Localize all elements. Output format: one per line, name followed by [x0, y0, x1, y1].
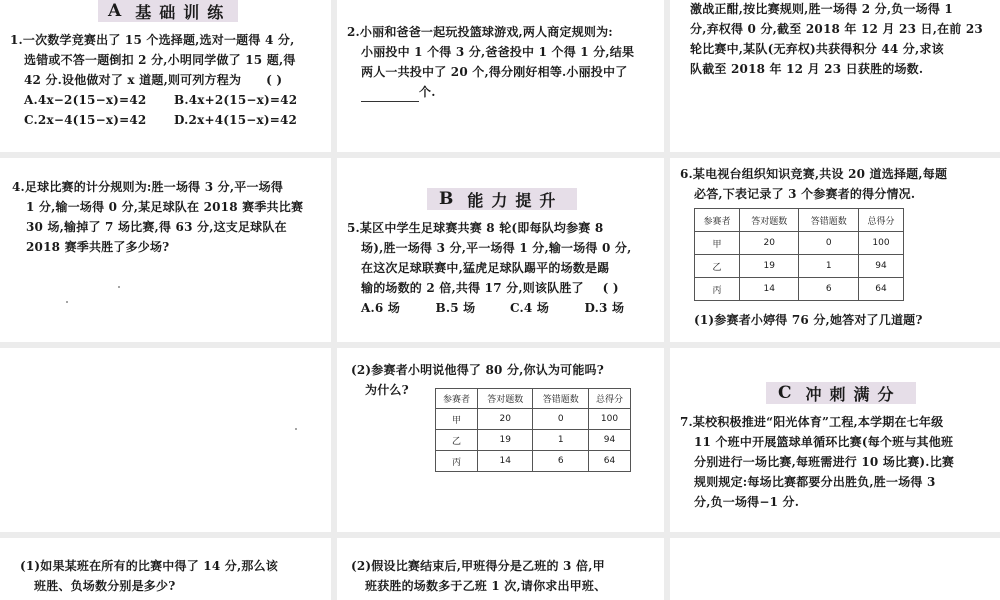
q2-line: 2.小丽和爸爸一起玩投篮球游戏,两人商定规则为: [347, 25, 613, 39]
table-cell: 14 [478, 451, 533, 472]
option-b: B.5 场 [435, 301, 476, 315]
q2-line: 两人一共投中了 20 个,得分刚好相等.小丽投中了 [361, 65, 628, 79]
option-a: A.4x−2(15−x)=42 [24, 93, 147, 107]
q7a-line: 班胜、负场数分别是多少? [34, 579, 176, 593]
option-d: D.3 场 [584, 301, 625, 315]
q7a-line: (1)如果某班在所有的比赛中得了 14 分,那么该 [20, 559, 278, 573]
panel-q3 [670, 0, 1000, 152]
q7-line: 分,负一场得−1 分. [694, 495, 800, 509]
question-3 [690, 0, 996, 79]
panel-q6b [337, 348, 664, 532]
q1-line: 选错或不答一题倒扣 2 分,小明同学做了 15 题,得 [24, 53, 296, 67]
q7-line: 规则规定:每场比赛都要分出胜负,胜一场得 3 [694, 475, 936, 489]
table-cell: 乙 [436, 430, 478, 451]
section-title: 冲刺满分 [805, 384, 902, 404]
question-7-part-1 [20, 556, 326, 596]
table-cell: 6 [533, 451, 588, 472]
section-letter: A [108, 1, 122, 21]
q7b-line: (2)假设比赛结束后,甲班得分是乙班的 3 倍,甲 [351, 559, 605, 573]
question-6-part-1: (1)参赛者小婷得 76 分,她答对了几道题? [694, 313, 923, 327]
table-cell: 0 [799, 232, 858, 255]
table-cell: 1 [533, 430, 588, 451]
panel-q7 [670, 348, 1000, 532]
option-b: B.4x+2(15−x)=42 [174, 93, 298, 107]
option-a: A.6 场 [361, 301, 401, 315]
score-table [694, 208, 904, 301]
table-cell: 20 [478, 409, 533, 430]
panel-q4 [0, 158, 331, 342]
table-cell: 6 [799, 278, 858, 301]
question-2 [347, 22, 659, 102]
section-header-a [98, 0, 238, 22]
question-4 [12, 177, 328, 257]
q5-line: 输的场数的 2 倍,共得 17 分,则该队胜了 [361, 281, 584, 295]
table-header: 答错题数 [799, 209, 858, 232]
q1-line: 42 分.设他做对了 x 道题,则可列方程为 [24, 73, 242, 87]
panel-q7a [0, 538, 331, 600]
question-1 [10, 30, 328, 130]
q7-line: 分别进行一场比赛,每班需进行 10 场比赛).比赛 [694, 455, 955, 469]
q6b-line: 为什么? [365, 383, 409, 397]
table-row [695, 232, 904, 255]
panel-q1 [0, 0, 331, 152]
table-header: 参赛者 [436, 389, 478, 409]
q4-line: 2018 赛季共胜了多少场? [26, 240, 170, 254]
section-letter: B [439, 189, 454, 209]
table-cell: 94 [858, 255, 903, 278]
q6b-line: (2)参赛者小明说他得了 80 分,你认为可能吗? [351, 363, 604, 377]
q5-line: 场),胜一场得 3 分,平一场得 1 分,输一场得 0 分, [361, 241, 632, 255]
option-c: C.4 场 [510, 301, 550, 315]
speck [295, 428, 297, 430]
section-header-c [766, 382, 916, 404]
table-header: 参赛者 [695, 209, 740, 232]
q4-line: 30 场,输掉了 7 场比赛,得 63 分,这支足球队在 [26, 220, 287, 234]
table-row [436, 430, 631, 451]
table-cell: 甲 [695, 232, 740, 255]
q5-line: 在这次足球联赛中,猛虎足球队踢平的场数是踢 [361, 261, 610, 275]
q7-line: 11 个班中开展篮球单循环比赛(每个班与其他班 [694, 435, 954, 449]
table-cell: 甲 [436, 409, 478, 430]
table-cell: 乙 [695, 255, 740, 278]
table-header: 答对题数 [740, 209, 799, 232]
q7-line: 7.某校积极推进“阳光体育”工程,本学期在七年级 [680, 415, 944, 429]
table-cell: 19 [740, 255, 799, 278]
score-table-copy [435, 388, 631, 472]
speck [66, 301, 68, 303]
table-row [436, 451, 631, 472]
q3-line: 轮比赛中,某队(无弃权)共获得积分 44 分,求该 [690, 42, 944, 56]
table-row [436, 409, 631, 430]
table-cell: 100 [858, 232, 903, 255]
q6-line: 6.某电视台组织知识竞赛,共设 20 道选择题,每题 [680, 167, 948, 181]
table-header: 答错题数 [533, 389, 588, 409]
table-cell: 100 [588, 409, 630, 430]
option-c: C.2x−4(15−x)=42 [24, 113, 147, 127]
table-cell: 64 [588, 451, 630, 472]
table-cell: 94 [588, 430, 630, 451]
q4-line: 1 分,输一场得 0 分,某足球队在 2018 赛季共比赛 [26, 200, 304, 214]
option-d: D.2x+4(15−x)=42 [174, 113, 298, 127]
section-letter: C [778, 383, 792, 403]
table-row [695, 255, 904, 278]
q6-line: 必答,下表记录了 3 个参赛者的得分情况. [694, 187, 916, 201]
panel-q6 [670, 158, 1000, 342]
q2-tail: 个. [419, 85, 436, 99]
panel-empty [670, 538, 1000, 600]
panel-q7b [337, 538, 664, 600]
answer-paren: ( ) [266, 73, 283, 87]
table-cell: 丙 [436, 451, 478, 472]
question-7 [680, 412, 996, 512]
question-7-part-2 [351, 556, 661, 596]
table-cell: 1 [799, 255, 858, 278]
table-cell: 20 [740, 232, 799, 255]
section-title: 基础训练 [135, 2, 232, 22]
table-cell: 0 [533, 409, 588, 430]
table-row [695, 278, 904, 301]
q2-line: 小丽投中 1 个得 3 分,爸爸投中 1 个得 1 分,结果 [361, 45, 635, 59]
q5-line: 5.某区中学生足球赛共赛 8 轮(即每队均参赛 8 [347, 221, 604, 235]
q1-line: 1.一次数学竞赛出了 15 个选择题,选对一题得 4 分, [10, 33, 295, 47]
table-header: 总得分 [858, 209, 903, 232]
section-title: 能力提升 [467, 190, 564, 210]
answer-blank[interactable] [361, 87, 419, 102]
q3-line: 分,弃权得 0 分,截至 2018 年 12 月 23 日,在前 23 [690, 22, 983, 36]
speck [118, 286, 120, 288]
panel-q2 [337, 0, 664, 152]
question-5 [347, 218, 659, 318]
panel-blank [0, 348, 331, 532]
q3-line: 队截至 2018 年 12 月 23 日获胜的场数. [690, 62, 924, 76]
table-cell: 64 [858, 278, 903, 301]
panel-q5 [337, 158, 664, 342]
table-cell: 丙 [695, 278, 740, 301]
q4-line: 4.足球比赛的计分规则为:胜一场得 3 分,平一场得 [12, 180, 284, 194]
answer-paren: ( ) [602, 281, 619, 295]
table-header: 总得分 [588, 389, 630, 409]
q3-line: 激战正酣,按比赛规则,胜一场得 2 分,负一场得 1 [690, 2, 953, 16]
table-header: 答对题数 [478, 389, 533, 409]
table-cell: 19 [478, 430, 533, 451]
table-cell: 14 [740, 278, 799, 301]
q7b-line: 班获胜的场数多于乙班 1 次,请你求出甲班、 [365, 579, 607, 593]
question-6 [680, 164, 996, 204]
section-header-b [427, 188, 577, 210]
